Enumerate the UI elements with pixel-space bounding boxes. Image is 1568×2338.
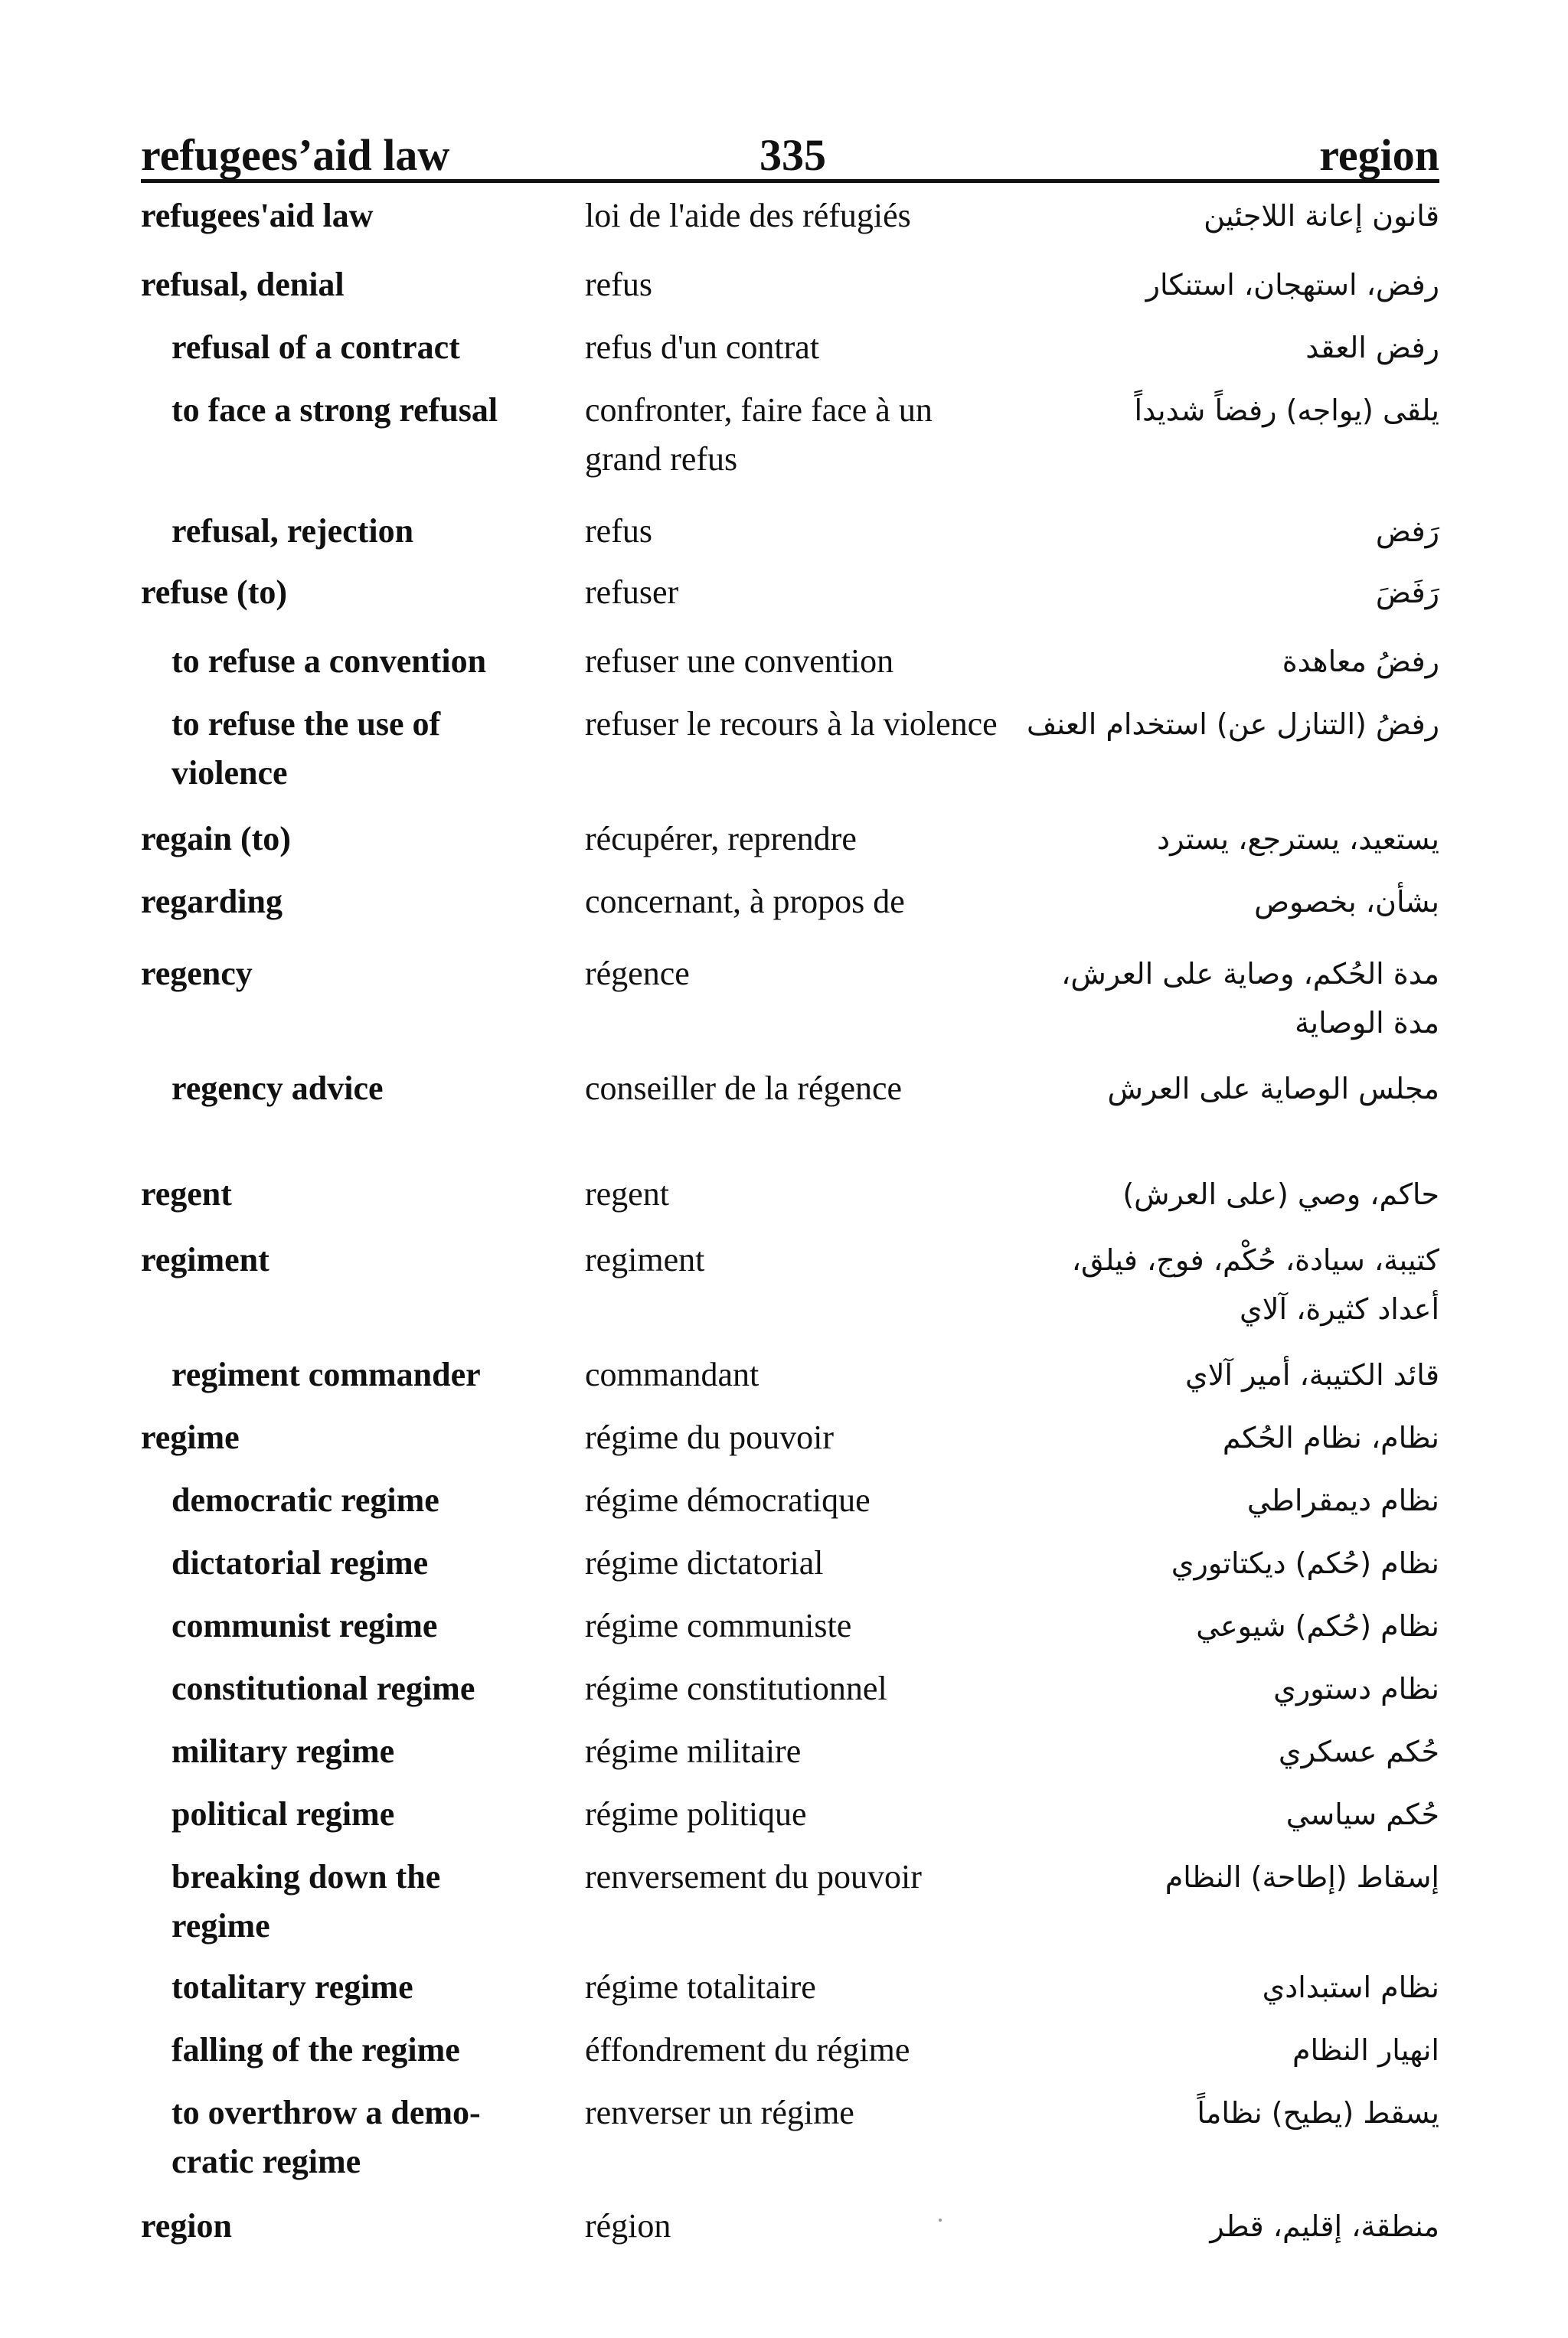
page-number: 335: [760, 130, 826, 180]
entry-arabic-translation: نظام (حُكم) شيوعي: [1196, 1609, 1439, 1643]
entry-english-term: to overthrow a demo- cratic regime: [172, 2094, 481, 2180]
entry-arabic-translation: بشأن، بخصوص: [1254, 885, 1439, 919]
entry-arabic-translation: حُكم عسكري: [1278, 1735, 1439, 1768]
entry-arabic-translation: رفض، استهجان، استنكار: [1145, 268, 1439, 302]
entry-arabic-translation: انهيار النظام: [1292, 2033, 1439, 2067]
entry-french-translation: refuser le recours à la violence: [585, 705, 998, 743]
print-speck: [939, 2219, 942, 2222]
entry-english-term: political regime: [172, 1795, 395, 1833]
entry-french-translation: renversement du pouvoir: [585, 1858, 922, 1896]
entry-french-translation: refuser: [585, 573, 679, 611]
entry-french-translation: confronter, faire face à un grand refus: [585, 391, 933, 478]
header-left-guideword: refugees’aid law: [141, 130, 450, 180]
entry-arabic-translation: رَفَضَ: [1375, 576, 1439, 609]
entry-french-translation: régime militaire: [585, 1732, 802, 1770]
entry-french-translation: éffondrement du régime: [585, 2031, 910, 2069]
entry-arabic-translation: رفضُ (التنازل عن) استخدام العنف: [1027, 707, 1439, 741]
entry-english-term: military regime: [172, 1732, 395, 1770]
entry-french-translation: regiment: [585, 1241, 705, 1278]
entry-english-term: democratic regime: [172, 1481, 439, 1519]
entry-french-translation: refus d'un contrat: [585, 328, 820, 366]
entry-french-translation: loi de l'aide des réfugiés: [585, 197, 911, 234]
entry-english-term: regency advice: [172, 1069, 384, 1107]
entry-french-translation: régime du pouvoir: [585, 1419, 835, 1456]
entry-french-translation: région: [585, 2207, 671, 2245]
entry-french-translation: concernant, à propos de: [585, 883, 905, 920]
entry-arabic-translation: مجلس الوصاية على العرش: [1107, 1072, 1439, 1105]
entry-french-translation: commandant: [585, 1356, 760, 1393]
entry-english-term: totalitary regime: [172, 1968, 413, 2006]
entry-english-term: dictatorial regime: [172, 1544, 429, 1582]
entry-arabic-translation: نظام، نظام الحُكم: [1222, 1421, 1439, 1455]
entry-arabic-translation: نظام استبدادي: [1262, 1971, 1439, 2004]
entry-english-term: constitutional regime: [172, 1670, 475, 1707]
entry-english-term: to face a strong refusal: [172, 391, 498, 429]
entry-french-translation: régime communiste: [585, 1607, 852, 1644]
entry-english-term: refusal of a contract: [172, 328, 460, 366]
entry-french-translation: régime constitutionnel: [585, 1670, 887, 1707]
entry-arabic-translation: حُكم سياسي: [1285, 1798, 1439, 1831]
entry-french-translation: refus: [585, 266, 652, 303]
entry-french-translation: conseiller de la régence: [585, 1069, 903, 1107]
entry-french-translation: renverser un régime: [585, 2094, 854, 2131]
entry-arabic-translation: منطقة، إقليم، قطر: [1210, 2209, 1439, 2243]
entry-english-term: region: [141, 2207, 232, 2245]
entry-french-translation: régime politique: [585, 1795, 807, 1833]
entry-english-term: refuse (to): [141, 573, 287, 611]
entry-french-translation: régime dictatorial: [585, 1544, 824, 1582]
entry-arabic-translation: مدة الحُكم، وصاية على العرش، مدة الوصاية: [1061, 957, 1439, 1040]
entry-french-translation: refus: [585, 512, 652, 550]
entry-arabic-translation: نظام ديمقراطي: [1246, 1484, 1439, 1517]
entry-french-translation: régence: [585, 955, 690, 992]
entry-english-term: to refuse a convention: [172, 642, 487, 680]
entry-arabic-translation: إسقاط (إطاحة) النظام: [1165, 1860, 1439, 1894]
entry-english-term: regarding: [141, 883, 283, 920]
entry-english-term: refusal, denial: [141, 266, 345, 303]
entry-english-term: regiment commander: [172, 1356, 481, 1393]
entry-french-translation: récupérer, reprendre: [585, 820, 857, 857]
entry-arabic-translation: يسقط (يطيح) نظاماً: [1197, 2096, 1439, 2130]
entry-arabic-translation: حاكم، وصي (على العرش): [1122, 1177, 1439, 1211]
entry-arabic-translation: كتيبة، سيادة، حُكْم، فوج، فيلق، أعداد كثيرة، آلاي: [1071, 1243, 1439, 1326]
entry-english-term: refusal, rejection: [172, 512, 414, 550]
entry-arabic-translation: يلقى (يواجه) رفضاً شديداً: [1134, 393, 1439, 427]
entry-english-term: regiment: [141, 1241, 270, 1278]
entry-arabic-translation: رفضُ معاهدة: [1282, 645, 1439, 678]
entry-french-translation: régime démocratique: [585, 1481, 871, 1519]
entry-arabic-translation: يستعيد، يسترجع، يسترد: [1157, 822, 1439, 856]
entry-arabic-translation: نظام (حُكم) ديكتاتوري: [1171, 1546, 1439, 1580]
entry-english-term: communist regime: [172, 1607, 438, 1644]
header-right-guideword: region: [1319, 130, 1439, 180]
entry-arabic-translation: رَفض: [1375, 514, 1439, 548]
entry-arabic-translation: قائد الكتيبة، أمير آلاي: [1185, 1358, 1439, 1392]
entry-english-term: refugees'aid law: [141, 197, 374, 234]
entry-arabic-translation: نظام دستوري: [1273, 1672, 1439, 1706]
entry-english-term: regain (to): [141, 820, 291, 857]
entry-english-term: falling of the regime: [172, 2031, 460, 2069]
entry-english-term: breaking down the regime: [172, 1858, 441, 1945]
entry-french-translation: régime totalitaire: [585, 1968, 816, 2006]
entry-english-term: regency: [141, 955, 253, 992]
entry-french-translation: refuser une convention: [585, 642, 894, 680]
entry-english-term: regent: [141, 1175, 232, 1213]
entry-arabic-translation: قانون إعانة اللاجئين: [1204, 199, 1439, 233]
entry-english-term: regime: [141, 1419, 240, 1456]
entry-french-translation: regent: [585, 1175, 669, 1213]
entry-english-term: to refuse the use of violence: [172, 705, 441, 792]
entry-arabic-translation: رفض العقد: [1305, 331, 1439, 364]
